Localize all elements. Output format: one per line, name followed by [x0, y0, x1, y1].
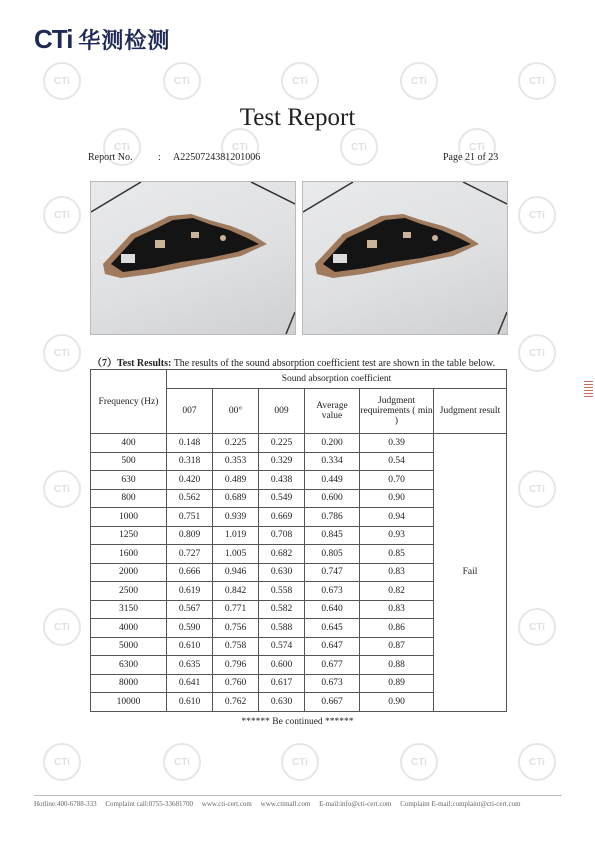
sample-photo-right: [302, 181, 508, 335]
requirement-cell: 0.94: [360, 508, 434, 527]
frequency-cell: 1250: [91, 526, 167, 545]
value-c-cell: 0.617: [259, 674, 305, 693]
col-header-a: 007: [167, 389, 213, 434]
watermark-icon: CTi: [221, 128, 259, 166]
value-a-cell: 0.567: [167, 600, 213, 619]
frequency-header: Frequency (Hz): [91, 370, 167, 434]
value-c-cell: 0.600: [259, 656, 305, 675]
test-results-heading: （7）Test Results:: [92, 358, 172, 369]
requirement-cell: 0.54: [360, 452, 434, 471]
requirement-cell: 0.39: [360, 434, 434, 453]
value-a-cell: 0.590: [167, 619, 213, 638]
value-b-cell: 1.019: [213, 526, 259, 545]
footer-website-link[interactable]: www.cti-cert.com: [201, 800, 252, 808]
requirement-cell: 0.83: [360, 600, 434, 619]
value-a-cell: 0.727: [167, 545, 213, 564]
value-a-cell: 0.610: [167, 693, 213, 712]
value-b-cell: 0.842: [213, 582, 259, 601]
requirement-cell: 0.86: [360, 619, 434, 638]
average-cell: 0.845: [305, 526, 360, 545]
value-c-cell: 0.329: [259, 452, 305, 471]
col-header-judgment: Judgment result: [434, 389, 507, 434]
watermark-icon: CTi: [518, 608, 556, 646]
company-logo: [34, 24, 170, 55]
frequency-cell: 400: [91, 434, 167, 453]
frequency-cell: 4000: [91, 619, 167, 638]
test-results-text: The results of the sound absorption coefficient test are shown in the table below.: [173, 358, 495, 369]
average-cell: 0.600: [305, 489, 360, 508]
watermark-icon: CTi: [518, 470, 556, 508]
value-b-cell: 0.762: [213, 693, 259, 712]
value-b-cell: 0.946: [213, 563, 259, 582]
watermark-icon: CTi: [43, 62, 81, 100]
value-c-cell: 0.630: [259, 563, 305, 582]
watermark-icon: CTi: [43, 470, 81, 508]
col-header-c: 009: [259, 389, 305, 434]
value-b-cell: 0.771: [213, 600, 259, 619]
page-title: Test Report: [239, 104, 356, 131]
average-cell: 0.673: [305, 582, 360, 601]
watermark-icon: CTi: [400, 743, 438, 781]
sound-absorption-table: [90, 369, 507, 712]
value-a-cell: 0.641: [167, 674, 213, 693]
value-a-cell: 0.809: [167, 526, 213, 545]
requirement-cell: 0.82: [360, 582, 434, 601]
sample-photo-left: [90, 181, 296, 335]
average-cell: 0.645: [305, 619, 360, 638]
page-number: Page 21 of 23: [443, 152, 499, 163]
value-b-cell: 1.005: [213, 545, 259, 564]
average-cell: 0.747: [305, 563, 360, 582]
frequency-cell: 8000: [91, 674, 167, 693]
frequency-cell: 2500: [91, 582, 167, 601]
value-c-cell: 0.682: [259, 545, 305, 564]
average-cell: 0.786: [305, 508, 360, 527]
coefficient-group-header: Sound absorption coefficient: [167, 370, 507, 389]
frequency-cell: 1600: [91, 545, 167, 564]
value-a-cell: 0.148: [167, 434, 213, 453]
value-c-cell: 0.438: [259, 471, 305, 490]
value-c-cell: 0.225: [259, 434, 305, 453]
frequency-cell: 800: [91, 489, 167, 508]
col-header-average: Average value: [305, 389, 360, 434]
value-c-cell: 0.669: [259, 508, 305, 527]
frequency-cell: 2000: [91, 563, 167, 582]
value-a-cell: 0.420: [167, 471, 213, 490]
value-a-cell: 0.635: [167, 656, 213, 675]
value-b-cell: 0.760: [213, 674, 259, 693]
value-b-cell: 0.758: [213, 637, 259, 656]
watermark-icon: CTi: [43, 334, 81, 372]
logo-chinese-text: 华测检测: [78, 29, 171, 54]
report-no-value: A2250724381201006: [173, 152, 261, 163]
watermark-icon: CTi: [43, 743, 81, 781]
side-edge-mark: ||||||: [583, 380, 593, 399]
watermark-icon: CTi: [458, 128, 496, 166]
value-b-cell: 0.689: [213, 489, 259, 508]
frequency-cell: 10000: [91, 693, 167, 712]
footer-divider: [34, 795, 562, 796]
requirement-cell: 0.70: [360, 471, 434, 490]
average-cell: 0.647: [305, 637, 360, 656]
watermark-icon: CTi: [281, 743, 319, 781]
col-header-requirement: Judgment requirements ( min ): [360, 389, 434, 434]
frequency-cell: 630: [91, 471, 167, 490]
average-cell: 0.673: [305, 674, 360, 693]
average-cell: 0.200: [305, 434, 360, 453]
value-a-cell: 0.666: [167, 563, 213, 582]
average-cell: 0.677: [305, 656, 360, 675]
footer-complaint-email-link[interactable]: Complaint E-mail:complaint@cti-cert.com: [400, 800, 521, 808]
frequency-cell: 5000: [91, 637, 167, 656]
logo-text: CTi: [34, 24, 73, 54]
footer-mall-link[interactable]: www.ctimall.com: [260, 800, 311, 808]
value-b-cell: 0.756: [213, 619, 259, 638]
requirement-cell: 0.93: [360, 526, 434, 545]
frequency-cell: 3150: [91, 600, 167, 619]
table-row: [91, 434, 507, 453]
frequency-cell: 500: [91, 452, 167, 471]
value-c-cell: 0.582: [259, 600, 305, 619]
value-a-cell: 0.562: [167, 489, 213, 508]
average-cell: 0.805: [305, 545, 360, 564]
watermark-icon: CTi: [340, 128, 378, 166]
value-a-cell: 0.751: [167, 508, 213, 527]
requirement-cell: 0.85: [360, 545, 434, 564]
average-cell: 0.449: [305, 471, 360, 490]
average-cell: 0.667: [305, 693, 360, 712]
watermark-icon: CTi: [518, 334, 556, 372]
judgment-cell: Fail: [434, 434, 507, 712]
value-a-cell: 0.610: [167, 637, 213, 656]
value-b-cell: 0.796: [213, 656, 259, 675]
continued-note: ****** Be continued ******: [241, 717, 354, 727]
report-no-label: Report No.: [88, 152, 133, 163]
average-cell: 0.334: [305, 452, 360, 471]
value-a-cell: 0.318: [167, 452, 213, 471]
value-c-cell: 0.630: [259, 693, 305, 712]
requirement-cell: 0.83: [360, 563, 434, 582]
value-c-cell: 0.558: [259, 582, 305, 601]
watermark-icon: CTi: [281, 62, 319, 100]
value-b-cell: 0.939: [213, 508, 259, 527]
watermark-icon: CTi: [400, 62, 438, 100]
watermark-icon: CTi: [163, 62, 201, 100]
watermark-icon: CTi: [43, 608, 81, 646]
value-c-cell: 0.708: [259, 526, 305, 545]
requirement-cell: 0.88: [360, 656, 434, 675]
watermark-icon: CTi: [518, 196, 556, 234]
frequency-cell: 1000: [91, 508, 167, 527]
footer: [34, 800, 528, 808]
value-a-cell: 0.619: [167, 582, 213, 601]
footer-hotline: Hotline:400-6788-333: [34, 800, 97, 808]
requirement-cell: 0.90: [360, 693, 434, 712]
footer-email-link[interactable]: E-mail:info@cti-cert.com: [319, 800, 392, 808]
requirement-cell: 0.89: [360, 674, 434, 693]
test-results-caption: [92, 354, 495, 369]
value-b-cell: 0.489: [213, 471, 259, 490]
watermark-icon: CTi: [103, 128, 141, 166]
requirement-cell: 0.87: [360, 637, 434, 656]
col-header-b: 00°: [213, 389, 259, 434]
watermark-icon: CTi: [518, 743, 556, 781]
watermark-icon: CTi: [43, 196, 81, 234]
value-b-cell: 0.353: [213, 452, 259, 471]
frequency-cell: 6300: [91, 656, 167, 675]
watermark-icon: CTi: [518, 62, 556, 100]
value-c-cell: 0.574: [259, 637, 305, 656]
value-c-cell: 0.588: [259, 619, 305, 638]
value-b-cell: 0.225: [213, 434, 259, 453]
average-cell: 0.640: [305, 600, 360, 619]
footer-complaint-call: Complaint call:0755-33681700: [105, 800, 194, 808]
requirement-cell: 0.90: [360, 489, 434, 508]
table-body: [91, 434, 507, 712]
value-c-cell: 0.549: [259, 489, 305, 508]
report-no-colon: :: [158, 152, 161, 163]
watermark-icon: CTi: [163, 743, 201, 781]
